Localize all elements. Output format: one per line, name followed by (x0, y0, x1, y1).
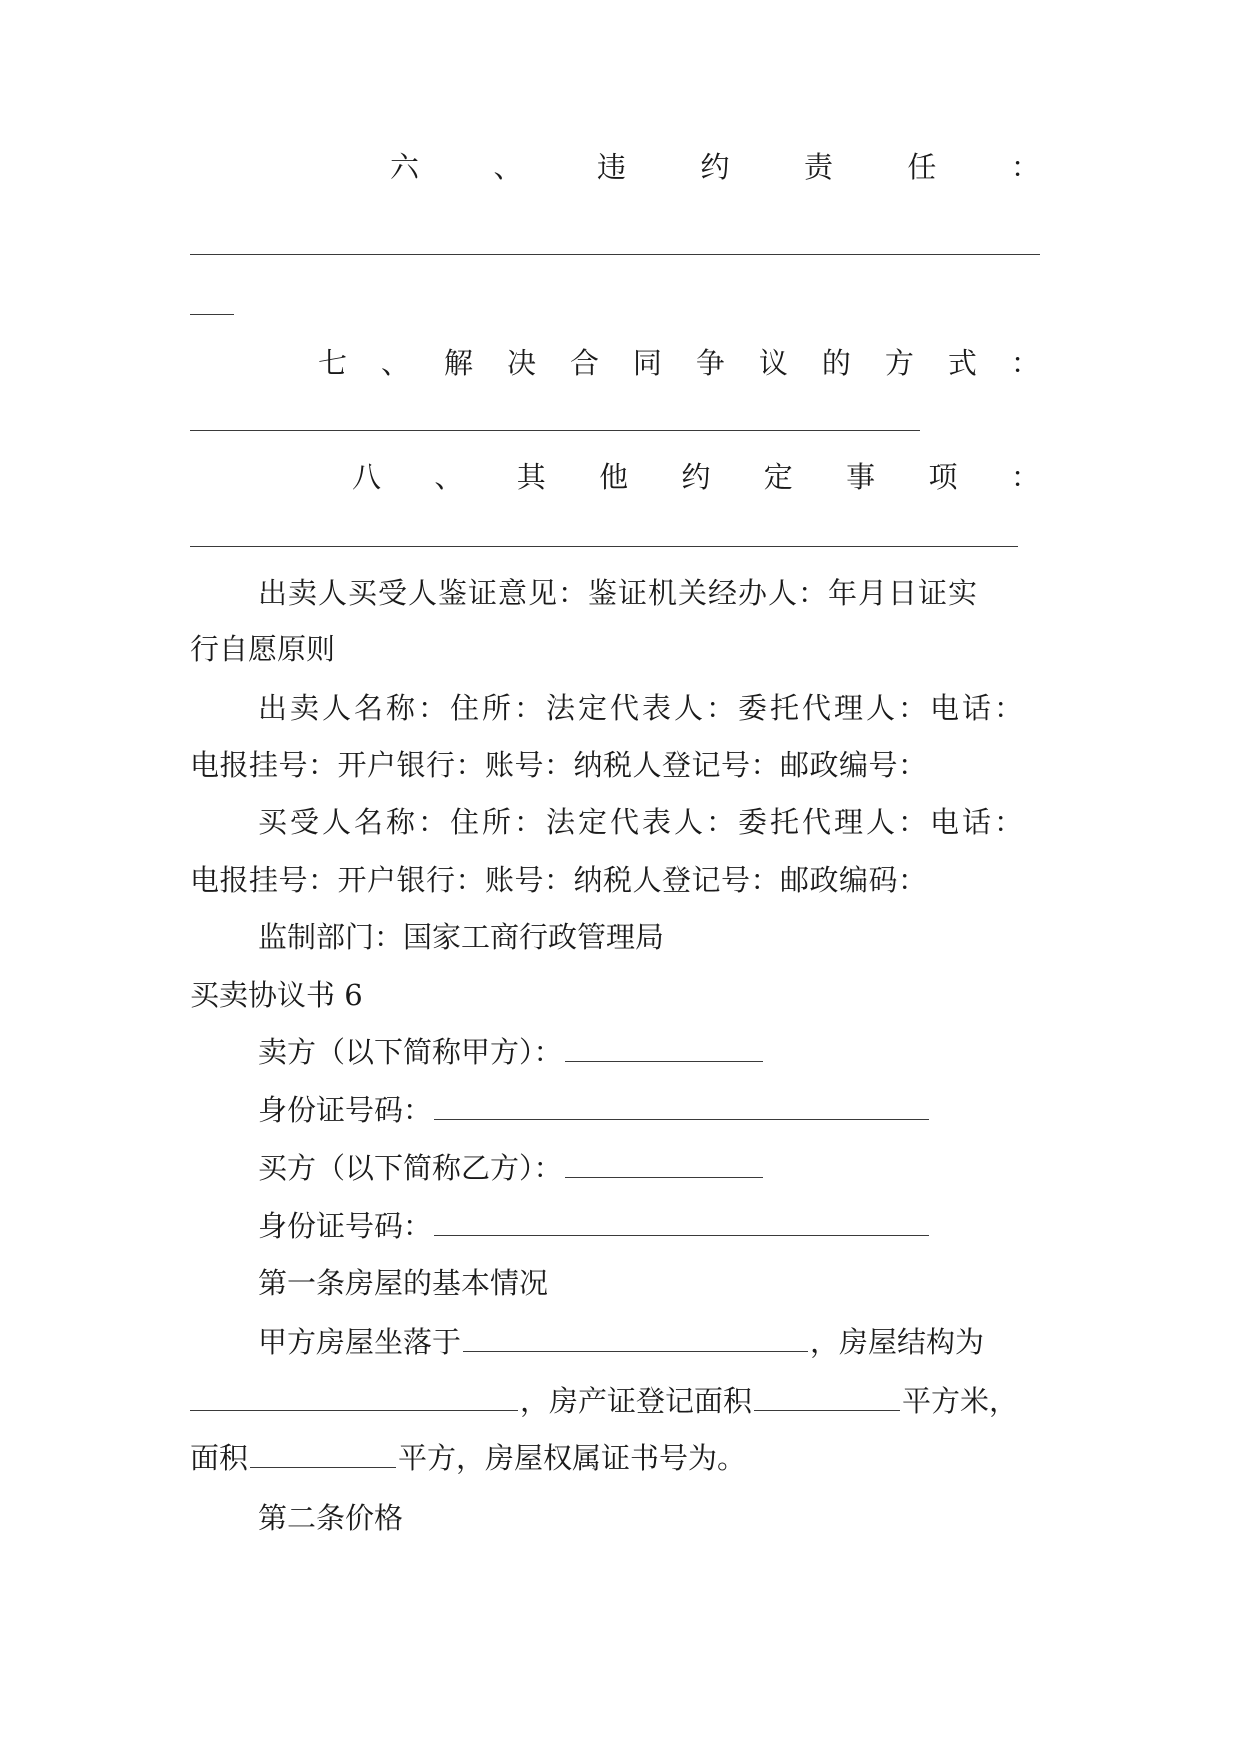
supervising-department: 监制部门：国家工商行政管理局 (258, 920, 665, 954)
certificate-label: 平方，房屋权属证书号为。 (398, 1441, 747, 1475)
agreement-title: 买卖协议书 6 (190, 978, 363, 1012)
heading-char: 定 (763, 460, 793, 494)
buyer-party-label: 买方（以下简称乙方）： (258, 1151, 563, 1185)
buyer-id-label: 身份证号码： (258, 1209, 433, 1243)
heading-char: ： (1010, 346, 1040, 380)
heading-char: 七 (318, 346, 348, 380)
heading-char: ： (1010, 460, 1040, 494)
heading-char: 解 (443, 346, 473, 380)
buyer-party-line (258, 1148, 765, 1188)
heading-char: 约 (700, 150, 730, 184)
heading-char: 其 (516, 460, 546, 494)
buyer-info-line-2: 电报挂号：开户银行：账号：纳税人登记号：邮政编码： (190, 863, 928, 897)
square-meter-label: 平方米， (902, 1384, 1019, 1418)
seller-info-line-2: 电报挂号：开户银行：账号：纳税人登记号：邮政编号： (190, 748, 928, 782)
appraisal-line-2: 行自愿原则 (190, 632, 336, 666)
heading-char: 决 (506, 346, 536, 380)
heading-char: 八 (352, 460, 382, 494)
house-structure-blank[interactable] (190, 1384, 518, 1411)
article-1-heading: 第一条房屋的基本情况 (258, 1266, 549, 1300)
area-label: 面积 (190, 1441, 249, 1475)
heading-char: 他 (599, 460, 629, 494)
registered-area-label: ，房产证登记面积 (520, 1384, 753, 1418)
heading-char: 、 (493, 150, 523, 184)
heading-char: 六 (390, 150, 420, 184)
heading-char: 任 (907, 150, 937, 184)
seller-party-line (258, 1032, 765, 1072)
buyer-id-blank[interactable] (434, 1209, 929, 1236)
heading-char: 式 (947, 346, 977, 380)
buyer-name-blank[interactable] (565, 1151, 763, 1178)
article-2-heading: 第二条价格 (258, 1501, 404, 1535)
fill-line (190, 254, 1040, 255)
heading-char: 、 (380, 346, 410, 380)
registered-area-blank[interactable] (754, 1384, 900, 1411)
seller-name-blank[interactable] (565, 1035, 763, 1062)
heading-char: 责 (803, 150, 833, 184)
fill-line (190, 314, 234, 315)
heading-char: 、 (434, 460, 464, 494)
heading-other-matters (190, 457, 1040, 497)
house-location-label: 甲方房屋坐落于 (258, 1325, 462, 1359)
fill-line (190, 546, 1018, 547)
area-blank[interactable] (250, 1441, 396, 1468)
house-location-line (258, 1322, 984, 1362)
heading-dispute-resolution (190, 343, 1040, 383)
buyer-info-line-1: 买受人名称：住所：法定代表人：委托代理人：电话： (258, 805, 1027, 839)
heading-char: 合 (569, 346, 599, 380)
heading-char: 的 (821, 346, 851, 380)
fill-line (190, 430, 920, 431)
house-certificate-line (190, 1438, 746, 1478)
seller-id-label: 身份证号码： (258, 1093, 433, 1127)
heading-breach-liability (190, 147, 1040, 187)
buyer-id-line (258, 1206, 931, 1246)
house-structure-label: ，房屋结构为 (810, 1325, 985, 1359)
heading-char: 方 (884, 346, 914, 380)
heading-char: 同 (632, 346, 662, 380)
heading-char: 议 (758, 346, 788, 380)
heading-char: 争 (695, 346, 725, 380)
seller-id-blank[interactable] (434, 1093, 929, 1120)
seller-id-line (258, 1090, 931, 1130)
seller-info-line-1: 出卖人名称：住所：法定代表人：委托代理人：电话： (258, 691, 1027, 725)
heading-char: 项 (928, 460, 958, 494)
heading-char: 违 (596, 150, 626, 184)
heading-char: 事 (846, 460, 876, 494)
appraisal-line-1: 出卖人买受人鉴证意见：鉴证机关经办人：年月日证实 (258, 576, 979, 610)
house-location-blank[interactable] (463, 1325, 808, 1352)
heading-char: 约 (681, 460, 711, 494)
seller-party-label: 卖方（以下简称甲方）： (258, 1035, 563, 1069)
house-area-line (190, 1381, 1018, 1421)
heading-char: ： (1010, 150, 1040, 184)
